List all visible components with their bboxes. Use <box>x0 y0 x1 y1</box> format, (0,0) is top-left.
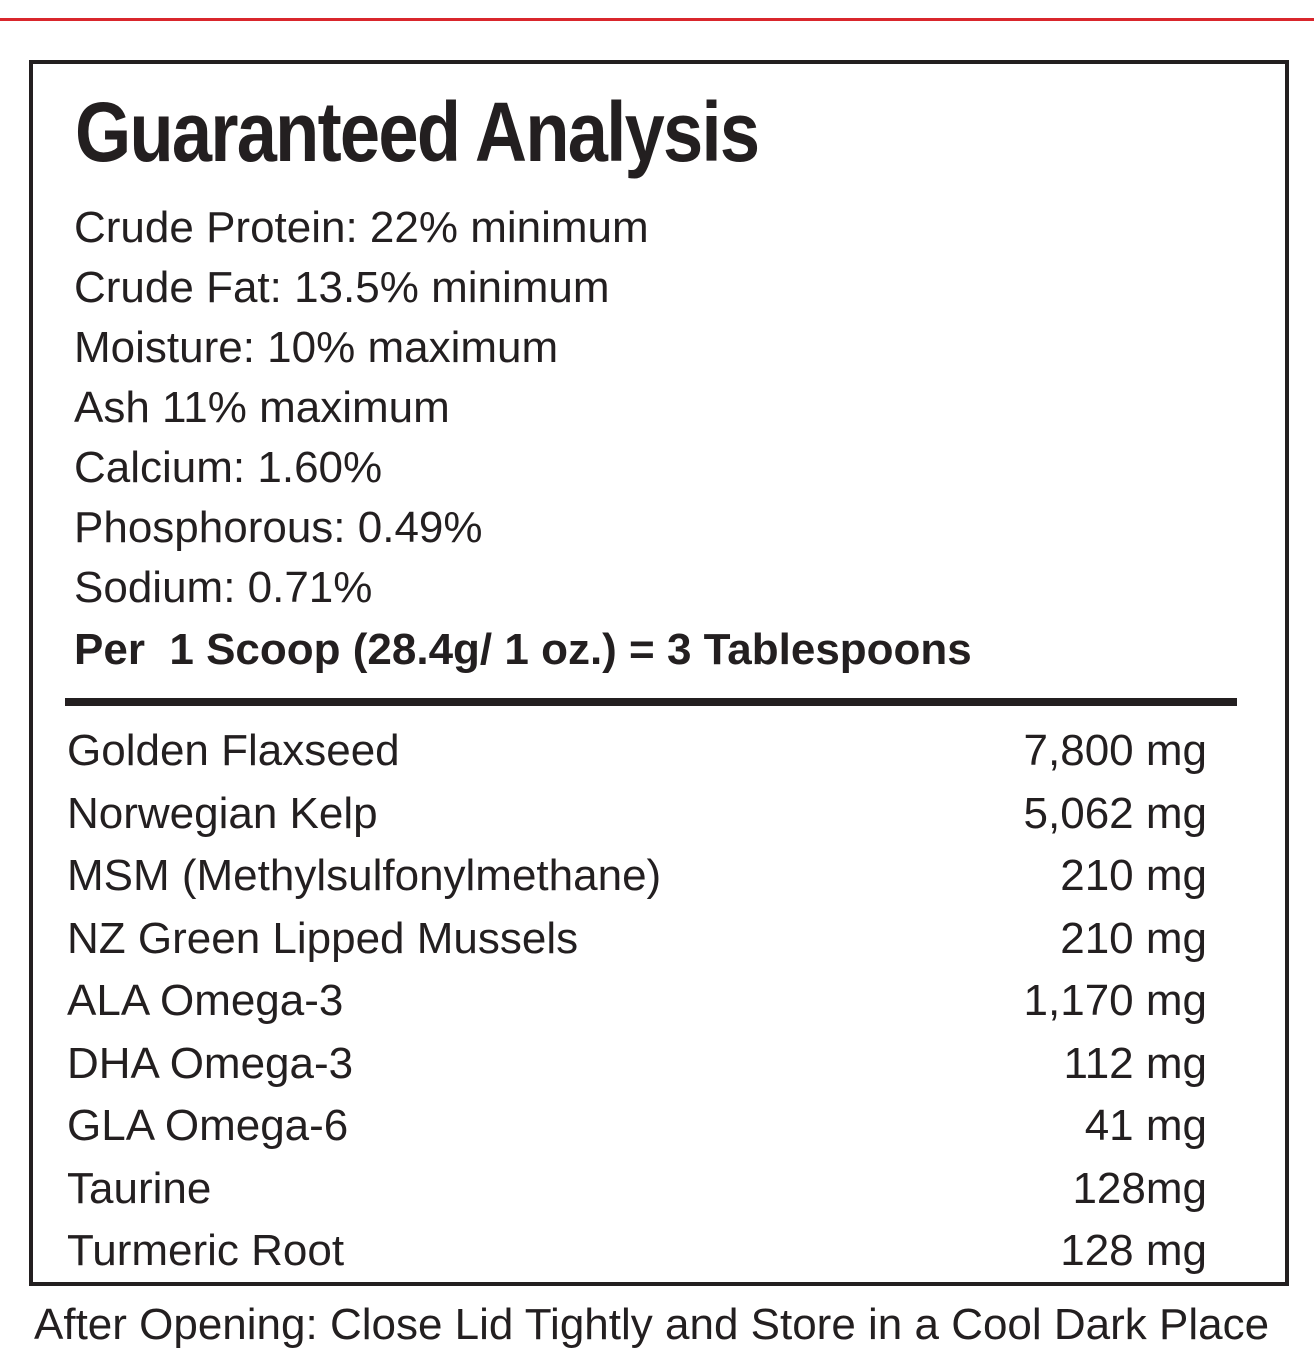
panel-title: Guaranteed Analysis <box>75 85 759 179</box>
ingredient-row <box>67 845 1207 908</box>
ingredient-name: DHA Omega-3 <box>67 1038 354 1088</box>
ingredient-row <box>67 970 1207 1033</box>
guaranteed-analysis-panel <box>29 60 1289 1286</box>
analysis-line-crude-fat: Crude Fat: 13.5% minimum <box>74 263 610 312</box>
analysis-line-phosphorous: Phosphorous: 0.49% <box>74 503 483 552</box>
ingredient-name: NZ Green Lipped Mussels <box>67 913 579 963</box>
analysis-line-calcium: Calcium: 1.60% <box>74 443 383 492</box>
ingredient-row <box>67 1220 1207 1283</box>
analysis-line-moisture: Moisture: 10% maximum <box>74 323 559 372</box>
ingredient-amount: 128mg <box>1072 1163 1207 1213</box>
ingredient-amount: 1,170 mg <box>1023 976 1207 1025</box>
ingredient-row <box>67 720 1207 783</box>
ingredient-name: Turmeric Root <box>67 1226 345 1275</box>
analysis-line-ash: Ash 11% maximum <box>74 383 450 432</box>
ingredient-row <box>67 1033 1207 1096</box>
ingredient-amount: 5,062 mg <box>1023 788 1207 838</box>
ingredient-amount: 210 mg <box>1060 851 1207 900</box>
storage-instructions: After Opening: Close Lid Tightly and Store in a Cool Dark Place <box>34 1300 1270 1349</box>
ingredient-amount: 41 mg <box>1084 1101 1207 1150</box>
analysis-line-crude-protein: Crude Protein: 22% minimum <box>74 203 649 252</box>
ingredient-row <box>67 1158 1207 1221</box>
ingredient-amount: 7,800 mg <box>1023 726 1207 775</box>
analysis-line-sodium: Sodium: 0.71% <box>74 563 373 612</box>
ingredient-row <box>67 908 1207 971</box>
ingredient-amount: 112 mg <box>1063 1038 1207 1088</box>
ingredient-row <box>67 783 1207 846</box>
ingredient-amount: 128 mg <box>1060 1226 1207 1275</box>
ingredient-row <box>67 1095 1207 1158</box>
ingredient-amount: 210 mg <box>1060 913 1207 963</box>
ingredient-name: MSM (Methylsulfonylmethane) <box>67 851 662 900</box>
ingredient-name: Golden Flaxseed <box>67 726 400 775</box>
analysis-list <box>74 198 649 618</box>
ingredient-name: ALA Omega-3 <box>67 976 344 1025</box>
ingredients-table <box>67 720 1207 1283</box>
top-red-rule <box>0 18 1314 21</box>
serving-size-line: Per 1 Scoop (28.4g/ 1 oz.) = 3 Tablespoons <box>74 625 972 674</box>
ingredient-name: GLA Omega-6 <box>67 1101 349 1150</box>
section-divider <box>65 698 1237 706</box>
ingredient-name: Norwegian Kelp <box>67 788 378 838</box>
ingredient-name: Taurine <box>67 1163 212 1213</box>
